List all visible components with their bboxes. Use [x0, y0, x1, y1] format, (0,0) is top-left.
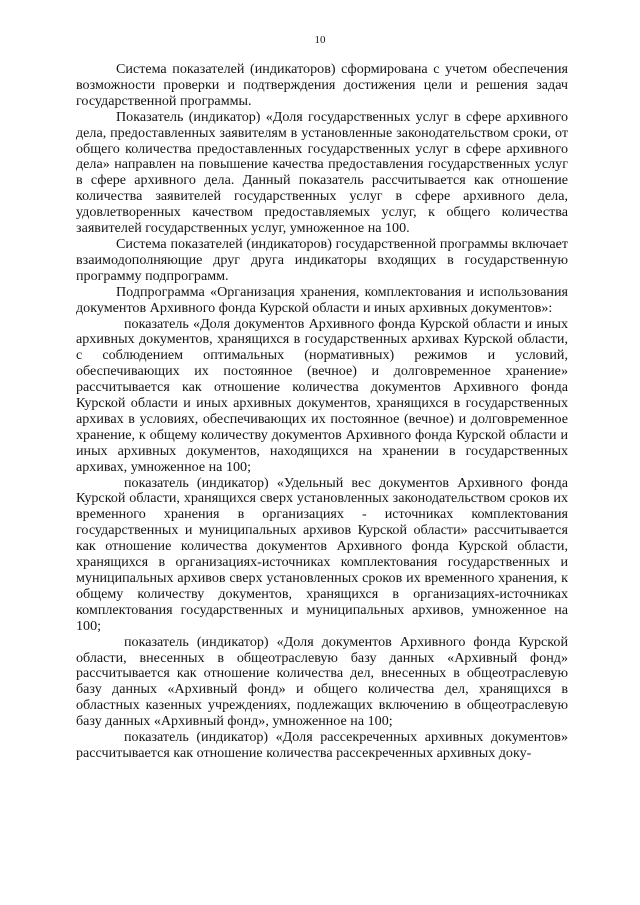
- paragraph-indicator-state-services: Показатель (индикатор) «Доля государственных услуг в сфере архивного дела, предоставленных заявителям в установленные законодательством сроки, от общего количества предоставленных государственных услуг в сфере архивного дела» направлен на повышение качества предоставления государственных услуг в сфере архивного дела. Данный показатель рассчитывается как отношение количества заявителей государственных услуг в сфере архивного дела, удовлетворенных качеством предоставляемых услуг, к общего количества заявителей государственных услуг, умноженное на 100.: [76, 108, 568, 237]
- paragraph-subprogram-title: Подпрограмма «Организация хранения, комплектования и использования документов Архивного фонда Курской области и иных архивных документов»:: [76, 283, 568, 316]
- paragraph-indicator-declassified-share: показатель (индикатор) «Доля рассекреченных архивных документов» рассчитывается как отношение количества рассекреченных архивных доку-: [76, 729, 568, 761]
- paragraph-indicator-system: Система показателей (индикаторов) сформирована с учетом обеспечения возможности проверки и подтверждения достижения цели и решения задач государственной программы.: [76, 61, 568, 109]
- paragraph-indicator-overdue-share: показатель (индикатор) «Удельный вес документов Архивного фонда Курской области, хранящихся сверх установленных законодательством сроков их временного хранения в организациях - источниках комплектования государственных и муниципальных архивов Курской области» рассчитывается как отношение количества документов Архивного фонда Курской области, хранящихся в организациях-источниках комплектования государственных и муниципальных архивов сверх установленных сроков их временного хранения, к общему количеству документов, хранящихся в организациях-источниках комплектования государственных и муниципальных архивов, умноженное на 100;: [76, 474, 568, 634]
- document-body: [76, 62, 568, 762]
- page-number: 10: [314, 34, 326, 46]
- paragraph-indicator-database-share: показатель (индикатор) «Доля документов Архивного фонда Курской области, внесенных в общеотраслевую базу данных «Архивный фонд» рассчитывается как отношение количества дел, внесенных в общеотраслевую базу данных «Архивный фонд» и общего количества дел, хранящихся в областных казенных учреждениях, подлежащих включению в общеотраслевую базу данных «Архивный фонд», умноженное на 100;: [76, 633, 568, 730]
- paragraph-program-indicators: Система показателей (индикаторов) государственной программы включает взаимодополняющие друг друга индикаторы входящих в государственную программу подпрограмм.: [76, 235, 568, 284]
- paragraph-indicator-storage-share: показатель «Доля документов Архивного фонда Курской области и иных архивных документов, хранящихся в государственных архивах Курской области, с соблюдением оптимальных (нормативных) режимов и условий, обеспечивающих их постоянное (вечное) и долговременное хранение» рассчитывается как отношение количества документов Архивного фонда Курской области и иных архивных документов, хранящихся в государственных архивах в условиях, обеспечивающих их постоянное (вечное) и долговременное хранение, к общему количеству документов Архивного фонда Курской области и иных архивных документов, находящихся на хранении в государственных архивах, умноженное на 100;: [76, 315, 568, 475]
